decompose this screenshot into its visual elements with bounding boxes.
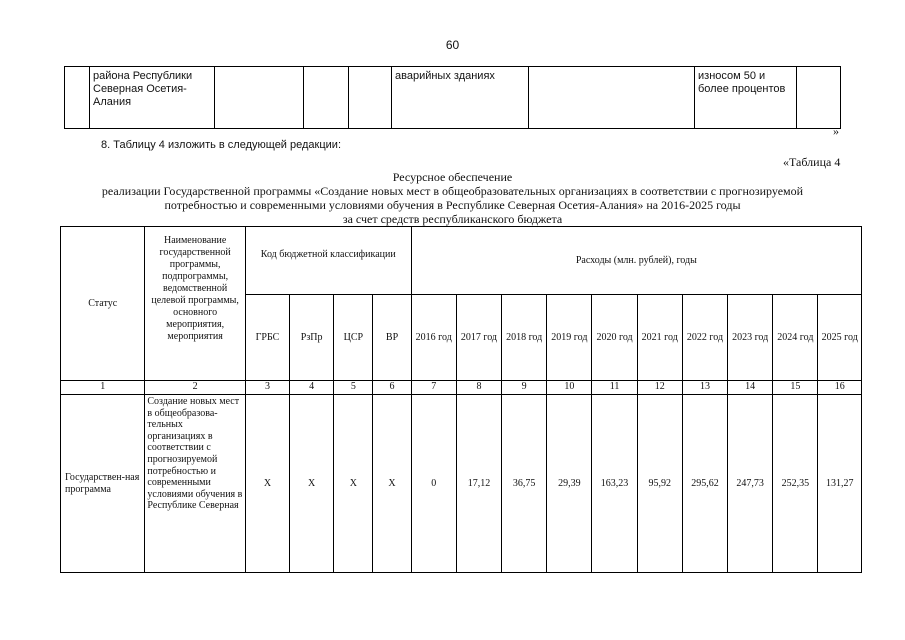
row-status: Государствен-ная программа xyxy=(61,395,145,573)
row-value: 0 xyxy=(411,395,456,573)
column-number: 10 xyxy=(547,381,592,395)
table-cell xyxy=(65,67,90,129)
header-budget-code: Код бюджетной классификации xyxy=(245,227,411,295)
column-number-row xyxy=(61,381,862,395)
header-year: 2024 год xyxy=(773,295,818,381)
column-number: 6 xyxy=(373,381,411,395)
row-value: 36,75 xyxy=(502,395,547,573)
row-code: Х xyxy=(373,395,411,573)
column-number: 8 xyxy=(456,381,501,395)
instruction-text: 8. Таблицу 4 изложить в следующей редакции: xyxy=(101,139,341,151)
column-number: 15 xyxy=(773,381,818,395)
column-number: 2 xyxy=(145,381,245,395)
column-number: 1 xyxy=(61,381,145,395)
column-number: 9 xyxy=(502,381,547,395)
table-cell: износом 50 и более процентов xyxy=(695,67,797,129)
header-year: 2018 год xyxy=(502,295,547,381)
header-year: 2023 год xyxy=(728,295,773,381)
row-code: Х xyxy=(290,395,334,573)
column-number: 16 xyxy=(818,381,862,395)
row-value: 29,39 xyxy=(547,395,592,573)
table-cell xyxy=(349,67,392,129)
continuation-table xyxy=(64,66,841,129)
table-cell: аварийных зданиях xyxy=(392,67,529,129)
header-name: Наименование государственной программы, подпрограммы, ведомственной целевой программы, основного мероприятия, мероприятия xyxy=(145,227,245,381)
table-cell xyxy=(215,67,304,129)
column-number: 3 xyxy=(245,381,289,395)
header-year: 2025 год xyxy=(818,295,862,381)
row-value: 295,62 xyxy=(682,395,727,573)
header-status: Статус xyxy=(61,227,145,381)
title-line-3: потребностью и современными условиями обучения в Республике Северная Осетия-Алания» на 2016-2025 годы xyxy=(164,198,741,212)
table-row xyxy=(61,395,862,573)
row-value: 17,12 xyxy=(456,395,501,573)
header-year: 2016 год xyxy=(411,295,456,381)
row-value: 163,23 xyxy=(592,395,637,573)
column-number: 14 xyxy=(728,381,773,395)
row-code: Х xyxy=(334,395,373,573)
header-year: 2021 год xyxy=(637,295,682,381)
column-number: 5 xyxy=(334,381,373,395)
table-cell xyxy=(529,67,695,129)
header-year: 2019 год xyxy=(547,295,592,381)
header-csr: ЦСР xyxy=(334,295,373,381)
continuation-row xyxy=(65,67,841,129)
table-cell xyxy=(797,67,841,129)
header-grbs: ГРБС xyxy=(245,295,289,381)
header-row-1 xyxy=(61,227,862,295)
header-vr: ВР xyxy=(373,295,411,381)
row-code: Х xyxy=(245,395,289,573)
column-number: 4 xyxy=(290,381,334,395)
row-value: 131,27 xyxy=(818,395,862,573)
resource-table xyxy=(60,226,862,573)
row-value: 252,35 xyxy=(773,395,818,573)
column-number: 13 xyxy=(682,381,727,395)
header-year: 2022 год xyxy=(682,295,727,381)
title-line-1: Ресурсное обеспечение xyxy=(392,170,513,184)
column-number: 11 xyxy=(592,381,637,395)
table-cell xyxy=(304,67,349,129)
row-value: 95,92 xyxy=(637,395,682,573)
table-reference: «Таблица 4 xyxy=(783,155,841,169)
title-line-2: реализации Государственной программы «Создание новых мест в общеобразовательных организациях в соответствии с прогнозируемой xyxy=(101,184,804,198)
row-value: 247,73 xyxy=(728,395,773,573)
title-line-4: за счет средств республиканского бюджета xyxy=(342,212,563,226)
table-cell: района Республики Северная Осетия-Алания xyxy=(90,67,215,129)
header-expenses: Расходы (млн. рублей), годы xyxy=(411,227,861,295)
header-year: 2017 год xyxy=(456,295,501,381)
header-year: 2020 год xyxy=(592,295,637,381)
header-rzpr: РзПр xyxy=(290,295,334,381)
page-number: 60 xyxy=(445,38,460,52)
closing-quote: » xyxy=(833,124,839,138)
column-number: 12 xyxy=(637,381,682,395)
column-number: 7 xyxy=(411,381,456,395)
row-name: Создание новых мест в общеобразова-тельных организациях в соответствии с прогнозируемой потребностью и современными условиями обучения в Республике Северная xyxy=(145,395,245,573)
